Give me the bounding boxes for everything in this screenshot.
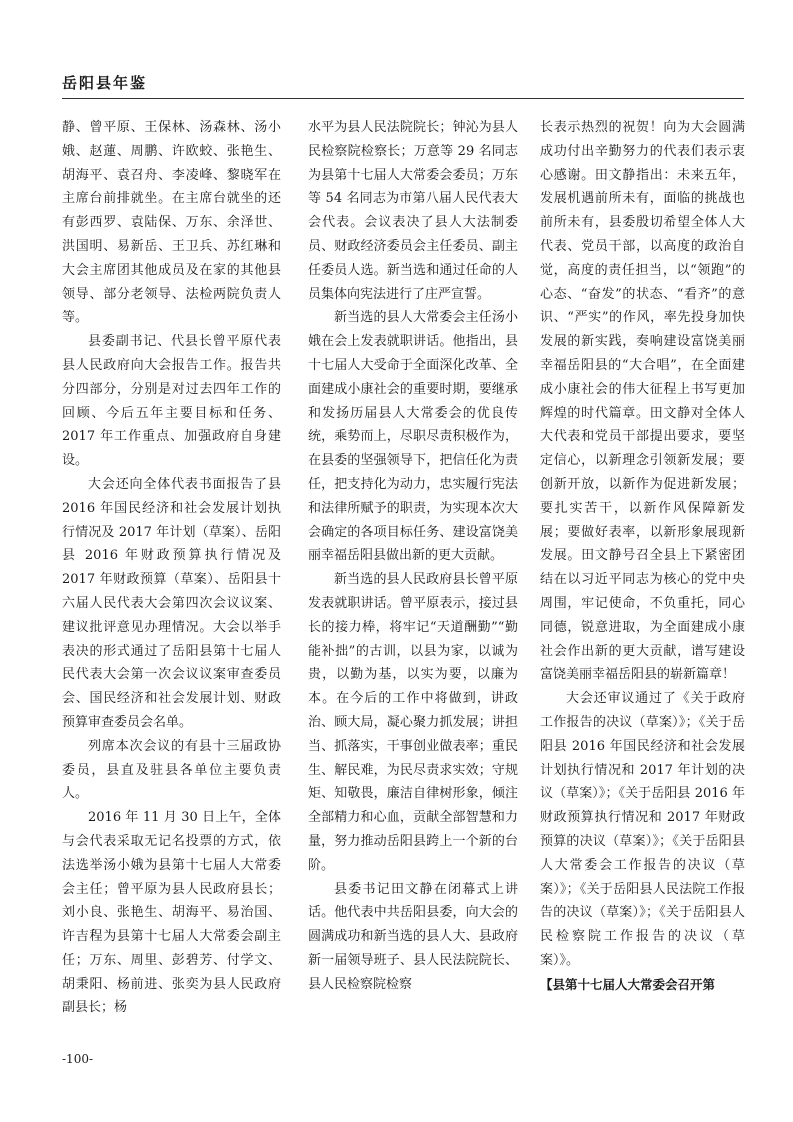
- page-number: -100-: [62, 1052, 94, 1066]
- text-column-2: [308, 116, 518, 1046]
- paragraph: 长表示热烈的祝贺！向为大会圆满成功付出辛勤努力的代表们表示衷心感谢。田文静指出：未来五年，发展机遇前所未有，面临的挑战也前所未有，县委殷切希望全体人大代表、党员干部，以高度的政治自觉，高度的责任担当，以“领跑”的心态、“奋发”的状态、“看齐”的意识、“严实”的作风，率先投身加快发展的新实践，奏响建设富饶美丽幸福岳阳县的“大合唱”，在全面建成小康社会的伟大征程上书写更加辉煌的时代篇章。田文静对全体人大代表和党员干部提出要求，要坚定信心，以新理念引领新发展；要创新开放，以新作为促进新发展；要扎实苦干，以新作风保障新发展；要做好表率，以新形象展现新发展。田文静号召全县上下紧密团结在以习近平同志为核心的党中央周围，牢记使命，不负重托，同心同德，锐意进取，为全面建成小康社会作出新的更大贡献，谱写建设富饶美丽幸福岳阳县的崭新篇章！: [540, 120, 745, 683]
- header-divider: [62, 98, 744, 99]
- paragraph: 新当选的县人民政府县长曾平原发表就职讲话。曾平原表示，接过县长的接力棒，将牢记“天道酬勤”“勤能补拙”的古训，以县为家，以诚为贵，以勤为基，以实为要，以廉为本。在今后的工作中将做到，讲政治、顾大局，凝心聚力抓发展；讲担当、抓落实，干事创业做表率；重民生、解民难，为民尽责求实效；守规矩、知敬畏，廉洁自律树形象，倾注全部精力和心血，贡献全部智慧和力量，努力推动岳阳县跨上一个新的台阶。: [308, 572, 518, 873]
- paragraph: 2016 年 11 月 30 日上午，全体与会代表采取无记名投票的方式，依法选举汤小娥为县第十七届人大常委会主任；曾平原为县人民政府县长；刘小良、张艳生、胡海平、易治国、许吉程为县第十七届人大常委会副主任；万东、周里、彭碧芳、付学文、胡秉阳、杨前进、张奕为县人民政府副县长；杨: [62, 810, 281, 1016]
- paragraph: 县委副书记、代县长曾平原代表县人民政府向大会报告工作。报告共分四部分，分别是对过去四年工作的回顾、今后五年主要目标和任务、2017 年工作重点、加强政府自身建设。: [62, 334, 281, 469]
- paragraph: 静、曾平原、王保林、汤森林、汤小娥、赵蓮、周鹏、许欧蛟、张艳生、胡海平、袁召舟、李凌峰、黎晓军在主席台前排就坐。在主席台就坐的还有彭西罗、袁陆保、万东、余泽世、洪国明、易新岳、王卫兵、苏红琳和大会主席团其他成员及在家的其他县领导、部分老领导、法检两院负责人等。: [62, 120, 281, 326]
- section-heading: 【县第十七届人大常委会召开第: [540, 976, 716, 992]
- running-header: 岳阳县年鉴: [62, 74, 148, 92]
- paragraph: 列席本次会议的有县十三届政协委员，县直及驻县各单位主要负责人。: [62, 738, 281, 802]
- paragraph: 县委书记田文静在闭幕式上讲话。他代表中共岳阳县委，向大会的圆满成功和新当选的县人大、县政府新一届领导班子、县人民法院院长、县人民检察院检察: [308, 881, 518, 992]
- text-column-1: [62, 116, 281, 1046]
- paragraph: 大会还向全体代表书面报告了县 2016 年国民经济和社会发展计划执行情况及 2017 年计划（草案）、岳阳县 2016 年财政预算执行情况及 2017 年财政预算（草案）、岳阳县十六届人民代表大会第四次会议议案、建议批评意见办理情况。大会以举手表决的形式通过了岳阳县第十七届人民代表大会第一次会议议案审查委员会、国民经济和社会发展计划、财政预算审查委员会名单。: [62, 476, 281, 730]
- paragraph: 大会还审议通过了《关于政府工作报告的决议（草案）》；《关于岳阳县 2016 年国民经济和社会发展计划执行情况和 2017 年计划的决议（草案）》；《关于岳阳县 2016 年财政预算执行情况和 2017 年财政预算的决议（草案）》；《关于岳阳县人大常委会工作报告的决议（草案）》；《关于岳阳县人民法院工作报告的决议（草案）》；《关于岳阳县人民检察院工作报告的决议（草案）》。: [540, 691, 745, 968]
- paragraph: 新当选的县人大常委会主任汤小娥在会上发表就职讲话。他指出，县十七届人大受命于全面深化改革、全面建成小康社会的重要时期，要继承和发扬历届县人大常委会的优良传统，乘势而上，尽职尽责积极作为，在县委的坚强领导下，把信任化为责任，把支持化为动力，忠实履行宪法和法律所赋予的职责，为实现本次大会确定的各项目标任务、建设富饶美丽幸福岳阳县做出新的更大贡献。: [308, 310, 518, 564]
- paragraph: 水平为县人民法院院长；钟沁为县人民检察院检察长；万意等 29 名同志为县第十七届人大常委会委员；万东等 54 名同志为市第八届人民代表大会代表。会议表决了县人大法制委员、财政经济委员会主任委员、副主任委员人选。新当选和通过任命的人员集体向宪法进行了庄严宣誓。: [308, 120, 518, 302]
- text-column-3: [540, 116, 745, 1046]
